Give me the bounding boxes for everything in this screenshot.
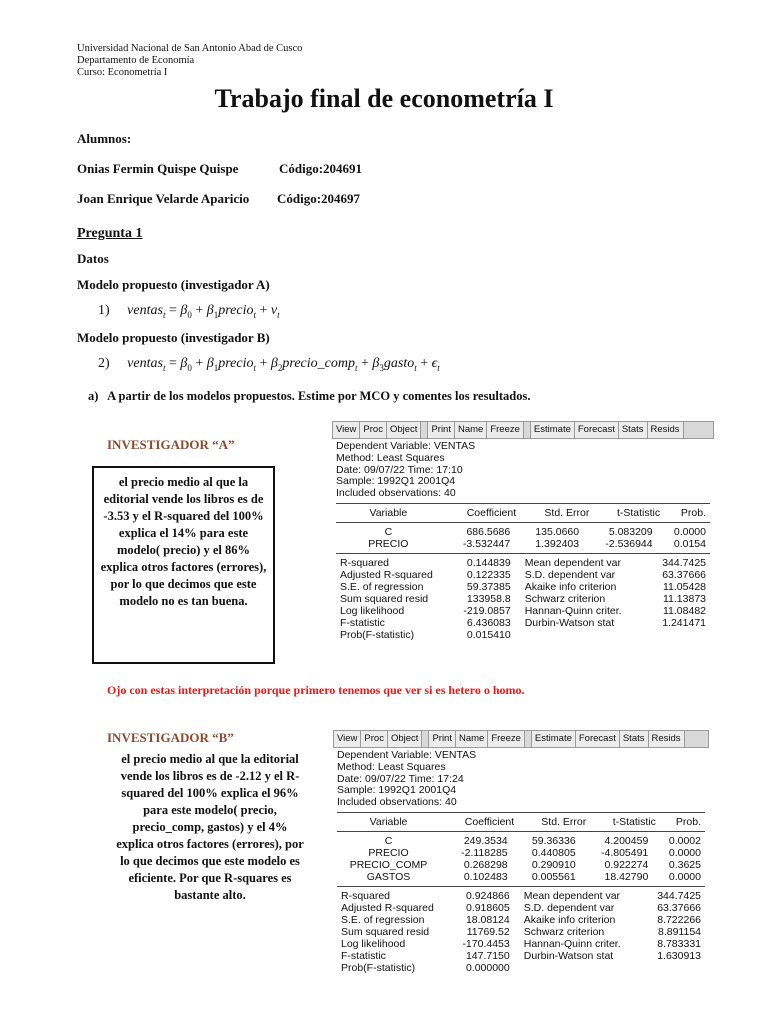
table-row: F-statistic 6.436083 Durbin-Watson stat 1.241471 <box>340 616 706 629</box>
table-row: Prob(F-statistic) 0.015410 <box>340 628 511 641</box>
department-name: Departamento de Economía <box>77 55 195 66</box>
datos-label: Datos <box>77 251 109 266</box>
toolbar-resids-button[interactable]: Resids <box>648 422 684 438</box>
toolbar-name-button[interactable]: Name <box>455 422 487 438</box>
warning-note: Ojo con estas interpretación porque primero tenemos que ver si es hetero o homo. <box>107 683 525 697</box>
table-header-row <box>336 507 710 519</box>
page-title: Trabajo final de econometría I <box>214 84 554 113</box>
model-b-label: Modelo propuesto (investigador B) <box>77 330 270 345</box>
col-header: Std. Error <box>544 506 590 519</box>
investigador-b-comment: el precio medio al que la editorial vende los libros es de -2.12 y el R-squared del 100% explica el 96% para este modelo( precio, precio_comp, gastos) y el 4% explica otros factores (errores), por lo que decimos que este modelo es eficiente. Por que R-squares es bastante alto. <box>116 752 304 902</box>
col-header: Variable <box>369 815 408 828</box>
table-row: Adjusted R-squared 0.122335 S.D. dependent var 63.37666 <box>340 568 706 581</box>
toolbar-estimate-button[interactable]: Estimate <box>531 422 575 438</box>
coefficient-rows-a <box>336 526 710 550</box>
toolbar-view-button[interactable]: View <box>333 422 360 438</box>
eviews-toolbar-b <box>333 730 709 748</box>
regression-stats-a <box>336 557 710 641</box>
meta-line: Date: 09/07/22 Time: 17:10 <box>336 463 463 476</box>
table-row: S.E. of regression 59.37385 Akaike info criterion 11.05428 <box>340 580 706 593</box>
table-row: Log likelihood -219.0857 Hannan-Quinn criter. 11.08482 <box>340 604 706 617</box>
course-name: Curso: Econometría I <box>77 67 168 78</box>
question-a: a) A partir de los modelos propuestos. Estime por MCO y comentes los resultados. <box>88 389 531 403</box>
meta-line: Included observations: 40 <box>336 487 456 500</box>
toolbar-estimate-button[interactable]: Estimate <box>532 731 576 747</box>
student-code-2: Código:204697 <box>277 191 361 206</box>
col-header: t-Statistic <box>612 815 656 828</box>
model-a-label: Modelo propuesto (investigador A) <box>77 277 270 292</box>
regression-stats-b <box>337 890 705 974</box>
table-row: PRECIO_COMP 0.268298 0.290910 0.922274 0.3625 <box>349 858 701 871</box>
col-header: Prob. <box>680 506 706 519</box>
table-row: C 686.5686 135.0660 5.083209 0.0000 <box>384 525 706 538</box>
eviews-output-a <box>332 421 714 662</box>
col-header: Std. Error <box>541 815 587 828</box>
eviews-toolbar-a <box>332 421 714 439</box>
meta-line: Method: Least Squares <box>337 760 446 773</box>
toolbar-forecast-button[interactable]: Forecast <box>576 731 620 747</box>
investigador-a-comment: el precio medio al que la editorial vende los libros es de -3.53 y el R-squared del 100% explica el 14% para este modelo( precio) y el 86% explica otros factores (errores), por lo que decimos que este modelo no es tan buena. <box>92 466 275 664</box>
table-row: PRECIO -2.118285 0.440805 -4.805491 0.0000 <box>368 846 701 859</box>
table-row: F-statistic 147.7150 Durbin-Watson stat 1.630913 <box>341 949 701 962</box>
coefficient-rows-b <box>337 835 705 883</box>
toolbar-proc-button[interactable]: Proc <box>360 422 387 438</box>
meta-line: Dependent Variable: VENTAS <box>336 440 476 452</box>
toolbar-name-button[interactable]: Name <box>456 731 488 747</box>
table-row: GASTOS 0.102483 0.005561 18.42790 0.0000 <box>366 870 701 883</box>
meta-line: Sample: 1992Q1 2001Q4 <box>336 475 456 488</box>
table-row: Adjusted R-squared 0.918605 S.D. dependent var 63.37666 <box>341 901 701 914</box>
toolbar-print-button[interactable]: Print <box>428 422 455 438</box>
table-row: PRECIO -3.532447 1.392403 -2.536944 0.0154 <box>368 537 706 550</box>
student-code-1: Código:204691 <box>279 161 363 176</box>
regression-meta-a <box>336 441 710 500</box>
meta-line: Method: Least Squares <box>336 451 445 464</box>
toolbar-proc-button[interactable]: Proc <box>361 731 388 747</box>
document-header <box>77 43 302 79</box>
equation-2: 2) ventas$_t$ = $\beta_0$ + $\beta_1precio_t$ + $\beta_2precio\_comp_t$ + $\beta_3gasto_t + \epsilon_t$ <box>98 356 440 373</box>
regression-meta-b <box>337 750 705 809</box>
toolbar-separator <box>421 422 428 438</box>
toolbar-freeze-button[interactable]: Freeze <box>487 422 524 438</box>
coefficient-table-a <box>336 507 710 519</box>
eviews-output-b <box>333 730 709 996</box>
equation-2-number: 2) <box>98 356 110 371</box>
toolbar-separator <box>525 731 532 747</box>
student-name-1: Onias Fermin Quispe Quispe <box>77 161 239 176</box>
pregunta-heading: Pregunta 1 <box>77 226 143 241</box>
table-row: Sum squared resid 133958.8 Schwarz criterion 11.13873 <box>340 592 706 605</box>
toolbar-object-button[interactable]: Object <box>387 422 421 438</box>
meta-line: Dependent Variable: VENTAS <box>337 749 477 761</box>
toolbar-stats-button[interactable]: Stats <box>620 731 649 747</box>
equation-1-number: 1) <box>98 303 110 318</box>
meta-line: Date: 09/07/22 Time: 17:24 <box>337 772 464 785</box>
col-header: Prob. <box>675 815 701 828</box>
toolbar-resids-button[interactable]: Resids <box>649 731 685 747</box>
toolbar-view-button[interactable]: View <box>334 731 361 747</box>
investigador-a-label: INVESTIGADOR “A” <box>107 437 235 452</box>
table-row: S.E. of regression 18.08124 Akaike info criterion 8.722266 <box>341 913 701 926</box>
university-name: Universidad Nacional de San Antonio Abad de Cusco <box>77 43 303 54</box>
col-header: Coefficient <box>466 506 517 519</box>
col-header: t-Statistic <box>616 506 661 519</box>
alumnos-label: Alumnos: <box>77 131 132 146</box>
student-name-2: Joan Enrique Velarde Aparicio <box>77 191 250 206</box>
toolbar-separator <box>524 422 531 438</box>
toolbar-separator <box>422 731 429 747</box>
meta-line: Sample: 1992Q1 2001Q4 <box>337 784 457 797</box>
toolbar-print-button[interactable]: Print <box>429 731 456 747</box>
table-header-row <box>337 816 705 828</box>
table-row: Sum squared resid 11769.52 Schwarz criterion 8.891154 <box>341 925 701 938</box>
equation-1: 1) ventas$_t$ = $\beta_0$ + $\beta_1precio_t + v_t$ <box>98 303 280 320</box>
toolbar-stats-button[interactable]: Stats <box>619 422 648 438</box>
table-row: C 249.3534 59.36336 4.200459 0.0002 <box>384 834 701 847</box>
col-header: Variable <box>369 506 408 519</box>
investigador-b-label: INVESTIGADOR “B” <box>107 730 234 745</box>
coefficient-table-b <box>337 816 705 828</box>
col-header: Coefficient <box>464 815 515 828</box>
table-row: R-squared 0.924866 Mean dependent var 344.7425 <box>341 889 701 902</box>
meta-line: Included observations: 40 <box>337 796 457 809</box>
table-row: Log likelihood -170.4453 Hannan-Quinn criter. 8.783331 <box>341 937 701 950</box>
toolbar-object-button[interactable]: Object <box>388 731 422 747</box>
toolbar-forecast-button[interactable]: Forecast <box>575 422 619 438</box>
table-row: R-squared 0.144839 Mean dependent var 344.7425 <box>340 556 706 569</box>
table-row: Prob(F-statistic) 0.000000 <box>341 961 510 974</box>
toolbar-freeze-button[interactable]: Freeze <box>488 731 525 747</box>
